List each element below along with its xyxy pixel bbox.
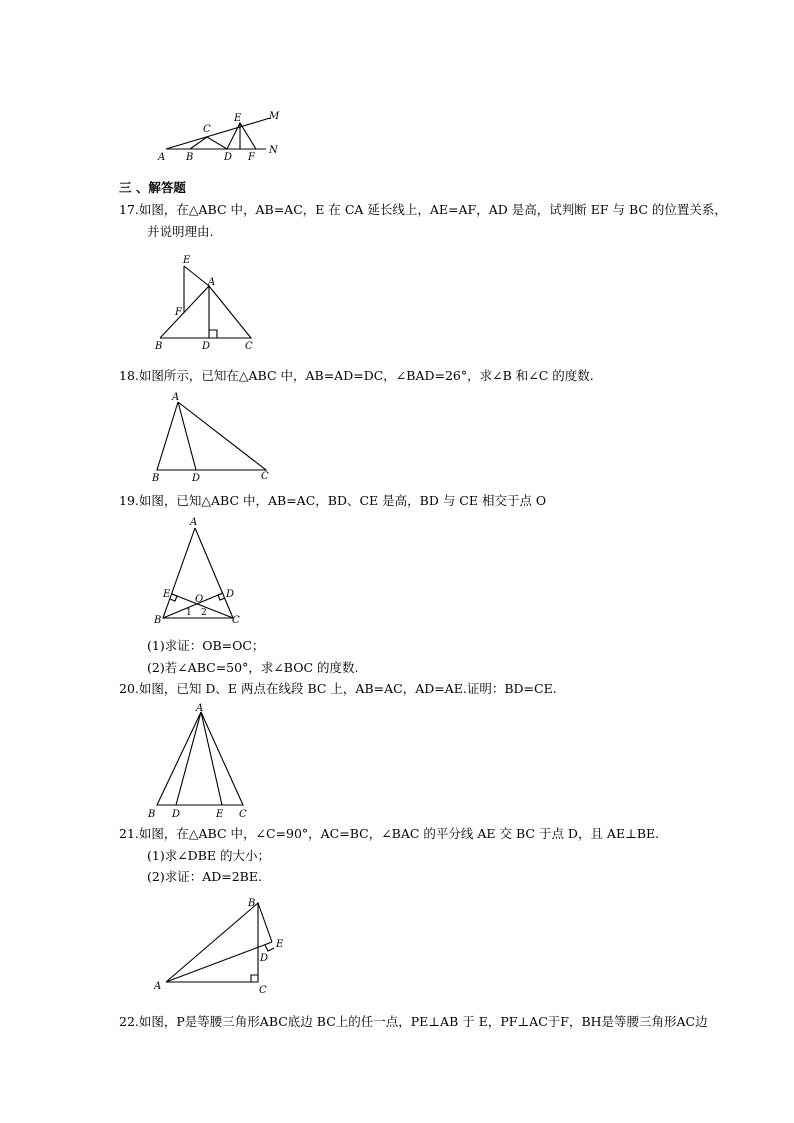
- label-A: A: [208, 277, 216, 288]
- label-C: C: [245, 341, 253, 352]
- section-heading: 三 、解答题: [119, 180, 186, 195]
- label-E: E: [163, 589, 171, 600]
- label-D: D: [192, 473, 201, 484]
- label-E: E: [216, 809, 224, 820]
- label-A: A: [154, 981, 162, 992]
- figure-18: [150, 390, 275, 485]
- label-F: F: [175, 307, 182, 318]
- label-B: B: [152, 473, 160, 484]
- problem-18-line-1: [119, 368, 594, 384]
- figure-17: [150, 252, 265, 357]
- label-D: D: [224, 152, 233, 163]
- label-O: O: [195, 594, 204, 605]
- problem-number: 20.: [119, 681, 139, 696]
- problem-19-part-1: (1)求证：OB=OC；: [147, 638, 265, 653]
- problem-19-part-2: (2)若∠ABC=50°，求∠BOC 的度数.: [147, 660, 359, 675]
- label-C: C: [261, 471, 269, 482]
- problem-number: 17.: [119, 202, 139, 217]
- figure-21: [150, 893, 295, 998]
- label-B: B: [248, 898, 256, 909]
- problem-number: 18.: [119, 368, 139, 383]
- label-angle-1: 1: [186, 608, 192, 618]
- problem-17-line-2: 并说明理由.: [147, 224, 214, 239]
- label-E: E: [234, 113, 242, 124]
- label-B: B: [154, 615, 162, 626]
- problem-20-line-1: [119, 681, 557, 697]
- label-A: A: [158, 152, 166, 163]
- problem-number: 21.: [119, 826, 139, 841]
- figure-19: [150, 515, 250, 630]
- label-B: B: [148, 809, 156, 820]
- label-D: D: [226, 589, 235, 600]
- label-D: D: [260, 953, 269, 964]
- label-C: C: [203, 124, 211, 135]
- problem-19-line-1: [119, 493, 546, 509]
- problem-text: 如图，已知 D、E 两点在线段 BC 上，AB=AC，AD=AE.证明：BD=CE.: [138, 681, 557, 696]
- figure-top-rays: [150, 105, 290, 165]
- label-E: E: [183, 255, 191, 266]
- label-D: D: [172, 809, 181, 820]
- label-C: C: [259, 985, 267, 996]
- problem-number: 19.: [119, 493, 139, 508]
- problem-21-part-1: (1)求∠DBE 的大小；: [147, 848, 270, 863]
- label-A: A: [190, 517, 198, 528]
- problem-text: 如图，在△ABC 中，AB=AC，E 在 CA 延长线上，AE=AF，AD 是高，试判断 EF 与 BC 的位置关系，: [138, 202, 727, 217]
- problem-text: 如图所示，已知在△ABC 中，AB=AD=DC，∠BAD=26°，求∠B 和∠C 的度数.: [138, 368, 594, 383]
- problem-21-part-2: (2)求证：AD=2BE.: [147, 869, 262, 884]
- label-C: C: [232, 615, 240, 626]
- label-D: D: [202, 341, 211, 352]
- label-A: A: [172, 392, 180, 403]
- problem-text: 如图，在△ABC 中，∠C=90°，AC=BC，∠BAC 的平分线 AE 交 BC 于点 D，且 AE⊥BE.: [138, 826, 660, 841]
- label-A: A: [196, 703, 204, 714]
- label-B: B: [186, 152, 194, 163]
- label-B: B: [155, 341, 163, 352]
- label-M: M: [269, 111, 280, 122]
- problem-number: 22.: [119, 1014, 139, 1029]
- label-E: E: [276, 939, 284, 950]
- problem-text: 如图，已知△ABC 中，AB=AC，BD、CE 是高，BD 与 CE 相交于点 O: [138, 493, 547, 508]
- label-N: N: [269, 145, 278, 156]
- figure-20: [145, 700, 255, 825]
- problem-17-line-1: [119, 202, 727, 218]
- problem-22-line-1: [119, 1014, 708, 1030]
- label-C: C: [239, 809, 247, 820]
- problem-text: 如图，P是等腰三角形ABC底边 BC上的任一点，PE⊥AB 于 E，PF⊥AC于F，BH是等腰三角形AC边: [138, 1014, 708, 1029]
- label-F: F: [248, 152, 255, 163]
- label-angle-2: 2: [201, 608, 207, 618]
- problem-21-line-1: [119, 826, 659, 842]
